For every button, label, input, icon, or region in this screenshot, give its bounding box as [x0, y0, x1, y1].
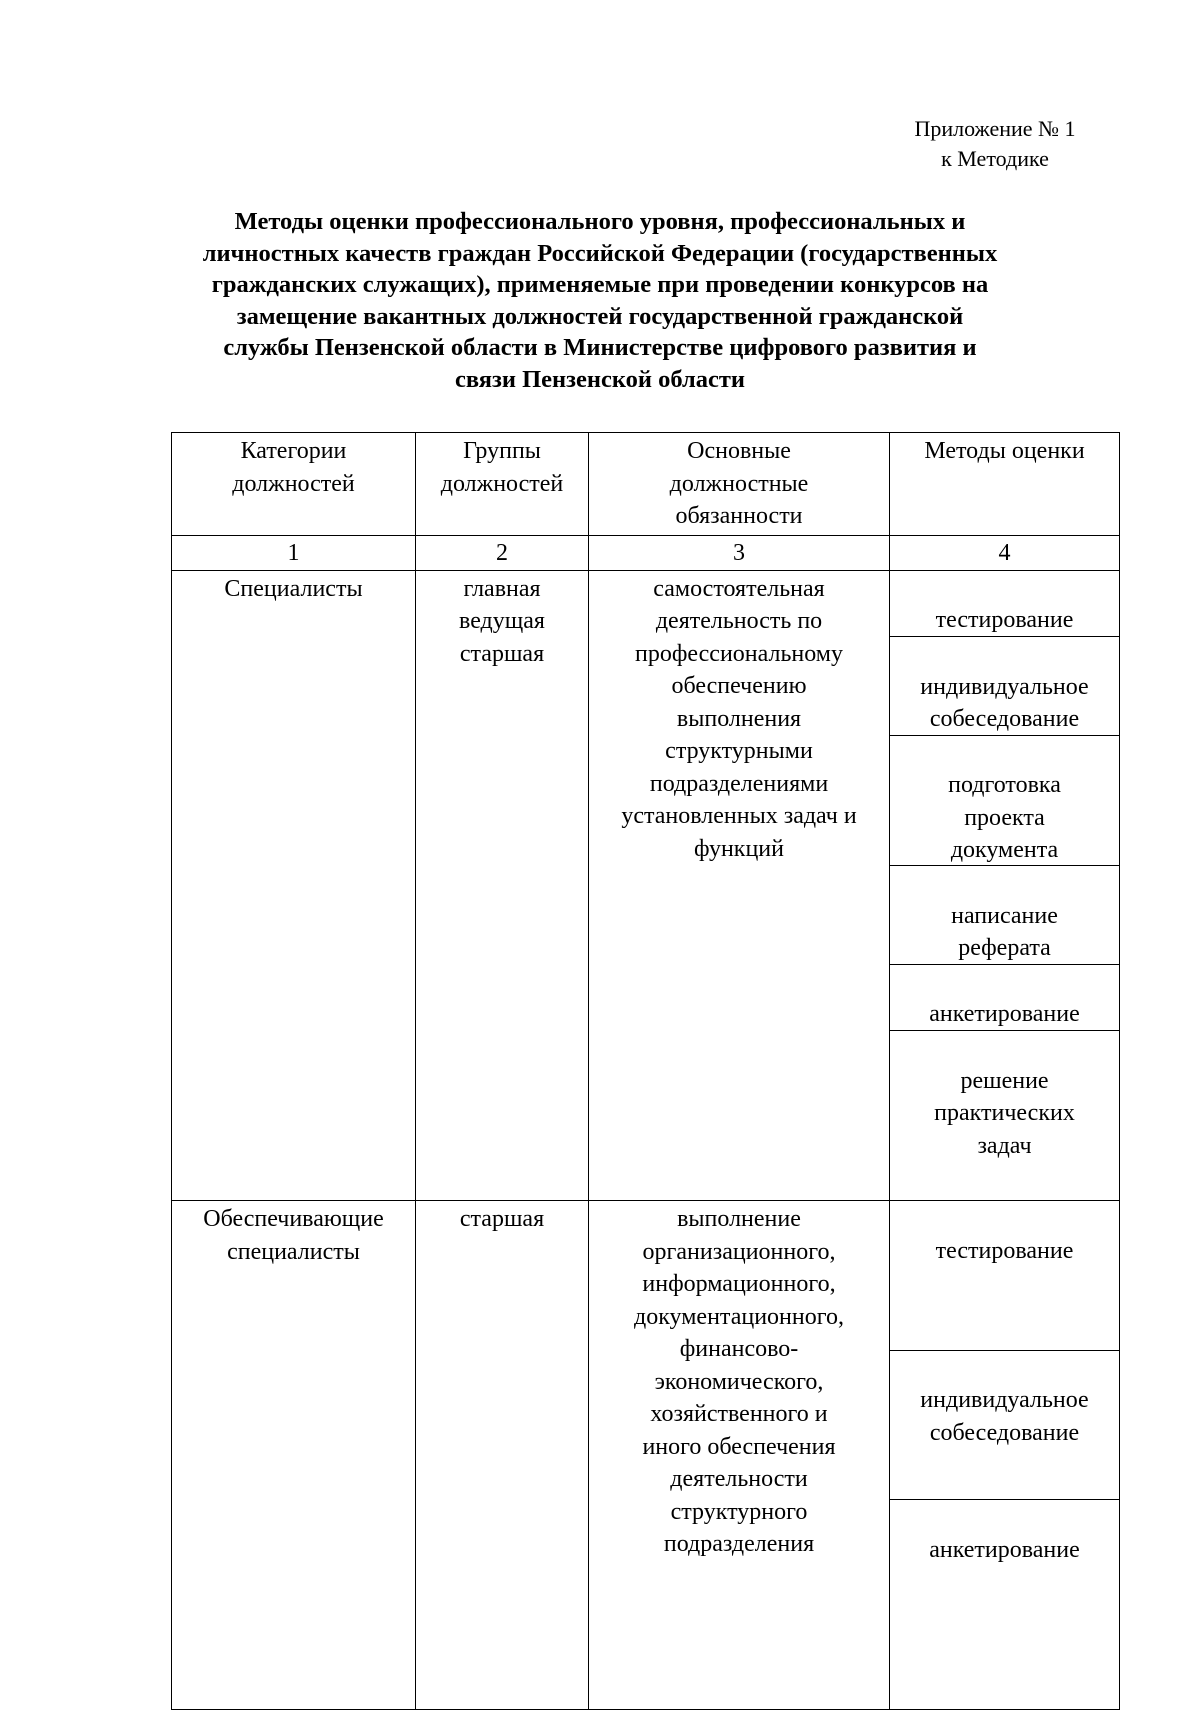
- method-item: анкетирование: [929, 1536, 1080, 1563]
- method-item: подготовка проекта документа: [890, 768, 1119, 866]
- column-number-row: [172, 535, 1120, 570]
- header-duties: Основные должностные обязанности: [589, 433, 890, 536]
- duties-cell: выполнение организационного, информационного, документационного, финансово- экономического, хозяйственного и иного обеспечения деятельности структурного подразделения: [589, 1201, 890, 1710]
- evaluation-methods-table: [171, 432, 1120, 1710]
- method-item: решение практических задач: [934, 1067, 1075, 1159]
- duties-cell: самостоятельная деятельность по профессиональному обеспечению выполнения структурными подразделениями установленных задач и функций: [589, 570, 890, 1201]
- title-line: замещение вакантных должностей государственной гражданской: [236, 302, 964, 330]
- method-item: тестирование: [890, 1234, 1119, 1351]
- column-number: 1: [172, 535, 416, 570]
- category-cell: Обеспечивающие специалисты: [172, 1201, 416, 1710]
- table-row: [172, 570, 1120, 1201]
- title-line: личностных качеств граждан Российской Федерации (государственных: [202, 239, 998, 267]
- methods-cell: [890, 570, 1120, 1201]
- document-title: [150, 206, 1050, 395]
- title-line: службы Пензенской области в Министерстве цифрового развития и: [223, 334, 977, 361]
- groups-cell: главная ведущая старшая: [416, 570, 589, 1201]
- table-row: [172, 1201, 1120, 1710]
- category-cell: Специалисты: [172, 570, 416, 1201]
- appendix-methodology-ref: к Методике: [941, 146, 1049, 171]
- method-item: написание реферата: [890, 899, 1119, 965]
- method-item: индивидуальное собеседование: [890, 670, 1119, 736]
- methods-cell: [890, 1201, 1120, 1710]
- appendix-reference: [895, 114, 1095, 174]
- groups-cell: старшая: [416, 1201, 589, 1710]
- column-number: 2: [416, 535, 589, 570]
- column-number: 3: [589, 535, 890, 570]
- table-header-row: [172, 433, 1120, 536]
- method-item: анкетирование: [890, 997, 1119, 1031]
- method-item: индивидуальное собеседование: [890, 1383, 1119, 1500]
- column-number: 4: [890, 535, 1120, 570]
- header-methods: Методы оценки: [890, 433, 1120, 536]
- appendix-number: Приложение № 1: [914, 116, 1076, 141]
- header-groups: Группы должностей: [416, 433, 589, 536]
- method-item: тестирование: [890, 603, 1119, 637]
- title-line: Методы оценки профессионального уровня, профессиональных и: [234, 208, 966, 235]
- header-categories: Категории должностей: [172, 433, 416, 536]
- title-line: гражданских служащих), применяемые при проведении конкурсов на: [211, 271, 989, 298]
- title-line: связи Пензенской области: [454, 365, 746, 393]
